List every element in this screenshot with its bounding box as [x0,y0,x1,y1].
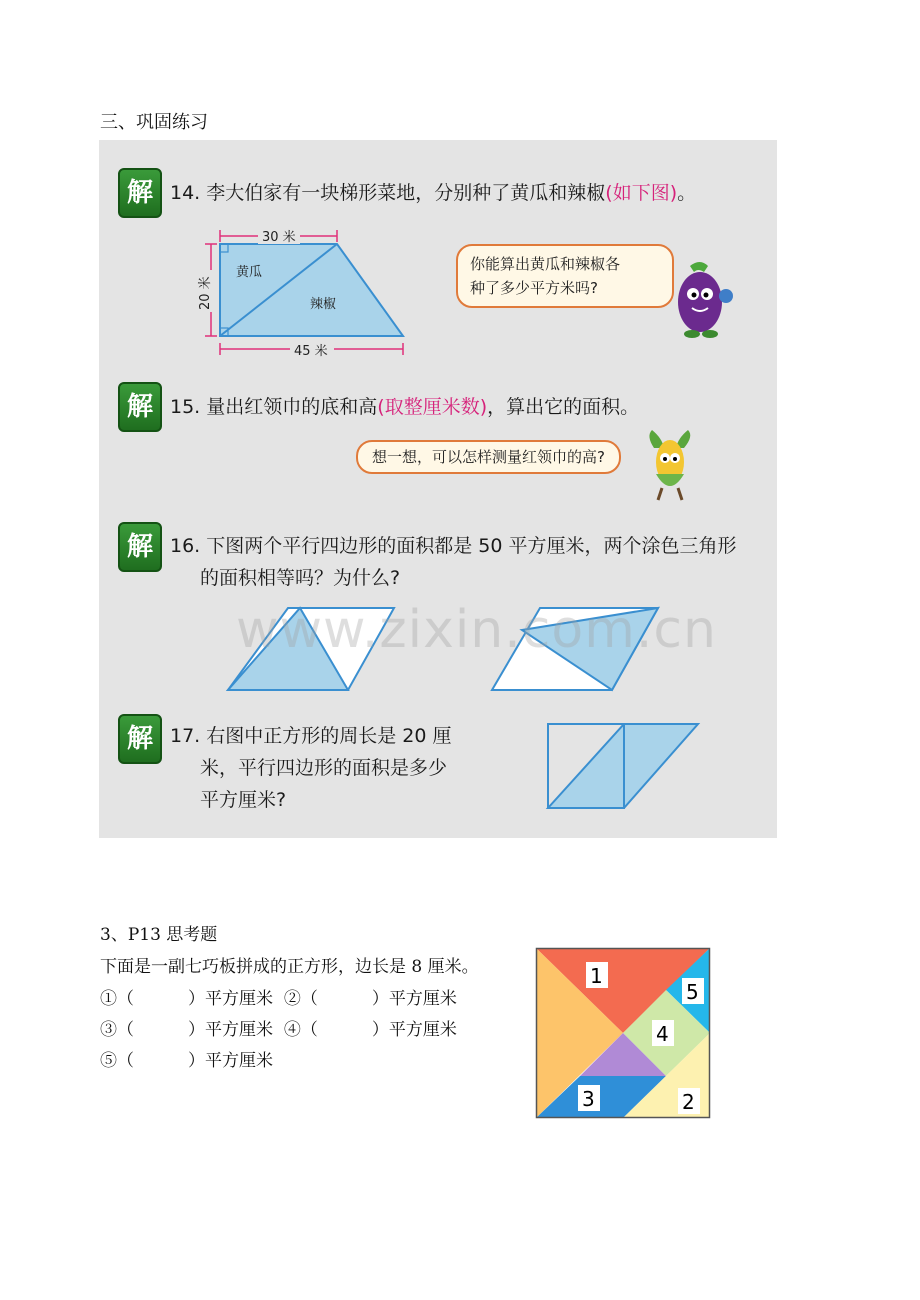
tangram-figure [536,948,710,1118]
tangram-label-4: 4 [656,1022,669,1046]
answer-blank-2: ②（ ）平方厘米 [283,989,457,1009]
jie-badge-16: 解 [118,522,162,572]
section-title: 三、巩固练习 [100,112,208,133]
think-title: 3、P13 思考题 [100,925,218,945]
dim-bottom-label: 45 米 [294,344,328,359]
problem-16-number: 16. [170,535,201,557]
problem-15-stem: 量出红领巾的底和高 [206,396,378,418]
tangram-label-3: 3 [582,1087,595,1111]
problem-16-line-1: 下图两个平行四边形的面积都是 50 平方厘米，两个涂色三角形 [206,535,737,557]
answer-row-1 [100,984,457,1009]
problem-14-number: 14. [170,182,201,204]
tangram-label-2: 2 [682,1090,695,1114]
answer-blank-4: ④（ ）平方厘米 [283,1020,457,1040]
answer-row-2 [100,1015,457,1040]
answer-blank-3: ③（ ）平方厘米 [100,1020,274,1040]
problem-14-note: (如下图) [605,182,678,204]
dim-left-label: 20 米 [198,276,213,310]
bubble-line-1: 你能算出黄瓜和辣椒各 [470,255,621,273]
watermark: www.zixin.com.cn [236,600,717,660]
cucumber-label: 黄瓜 [236,265,263,280]
answer-blank-5: ⑤（ ）平方厘米 [100,1051,274,1071]
answer-row-3 [100,1046,273,1071]
problem-17-line-2: 米，平行四边形的面积是多少 [200,757,448,779]
problem-14-end: 。 [677,182,697,204]
jie-badge-15: 解 [118,382,162,432]
problem-16-line-2: 的面积相等吗？为什么? [200,567,401,589]
dim-top-label: 30 米 [262,230,296,245]
problem-15-number: 15. [170,396,201,418]
problem-17-line-3: 平方厘米? [200,789,287,811]
tangram-label-5: 5 [686,980,699,1004]
problem-17-line-1: 右图中正方形的周长是 20 厘 [206,725,452,747]
pepper-label: 辣椒 [310,297,337,312]
answer-blank-1: ①（ ）平方厘米 [100,989,274,1009]
problem-14-stem: 李大伯家有一块梯形菜地，分别种了黄瓜和辣椒 [206,182,606,204]
problem-15-note: (取整厘米数) [377,396,488,418]
think-intro: 下面是一副七巧板拼成的正方形，边长是 8 厘米。 [100,957,479,977]
corn-speech-bubble: 想一想，可以怎样测量红领巾的高? [356,440,621,474]
bubble-line-2: 种了多少平方米吗? [470,279,598,297]
problem-15-end: ，算出它的面积。 [487,396,640,418]
tangram-label-1: 1 [590,964,603,988]
jie-badge-14: 解 [118,168,162,218]
problem-17-number: 17. [170,725,201,747]
jie-badge-17: 解 [118,714,162,764]
